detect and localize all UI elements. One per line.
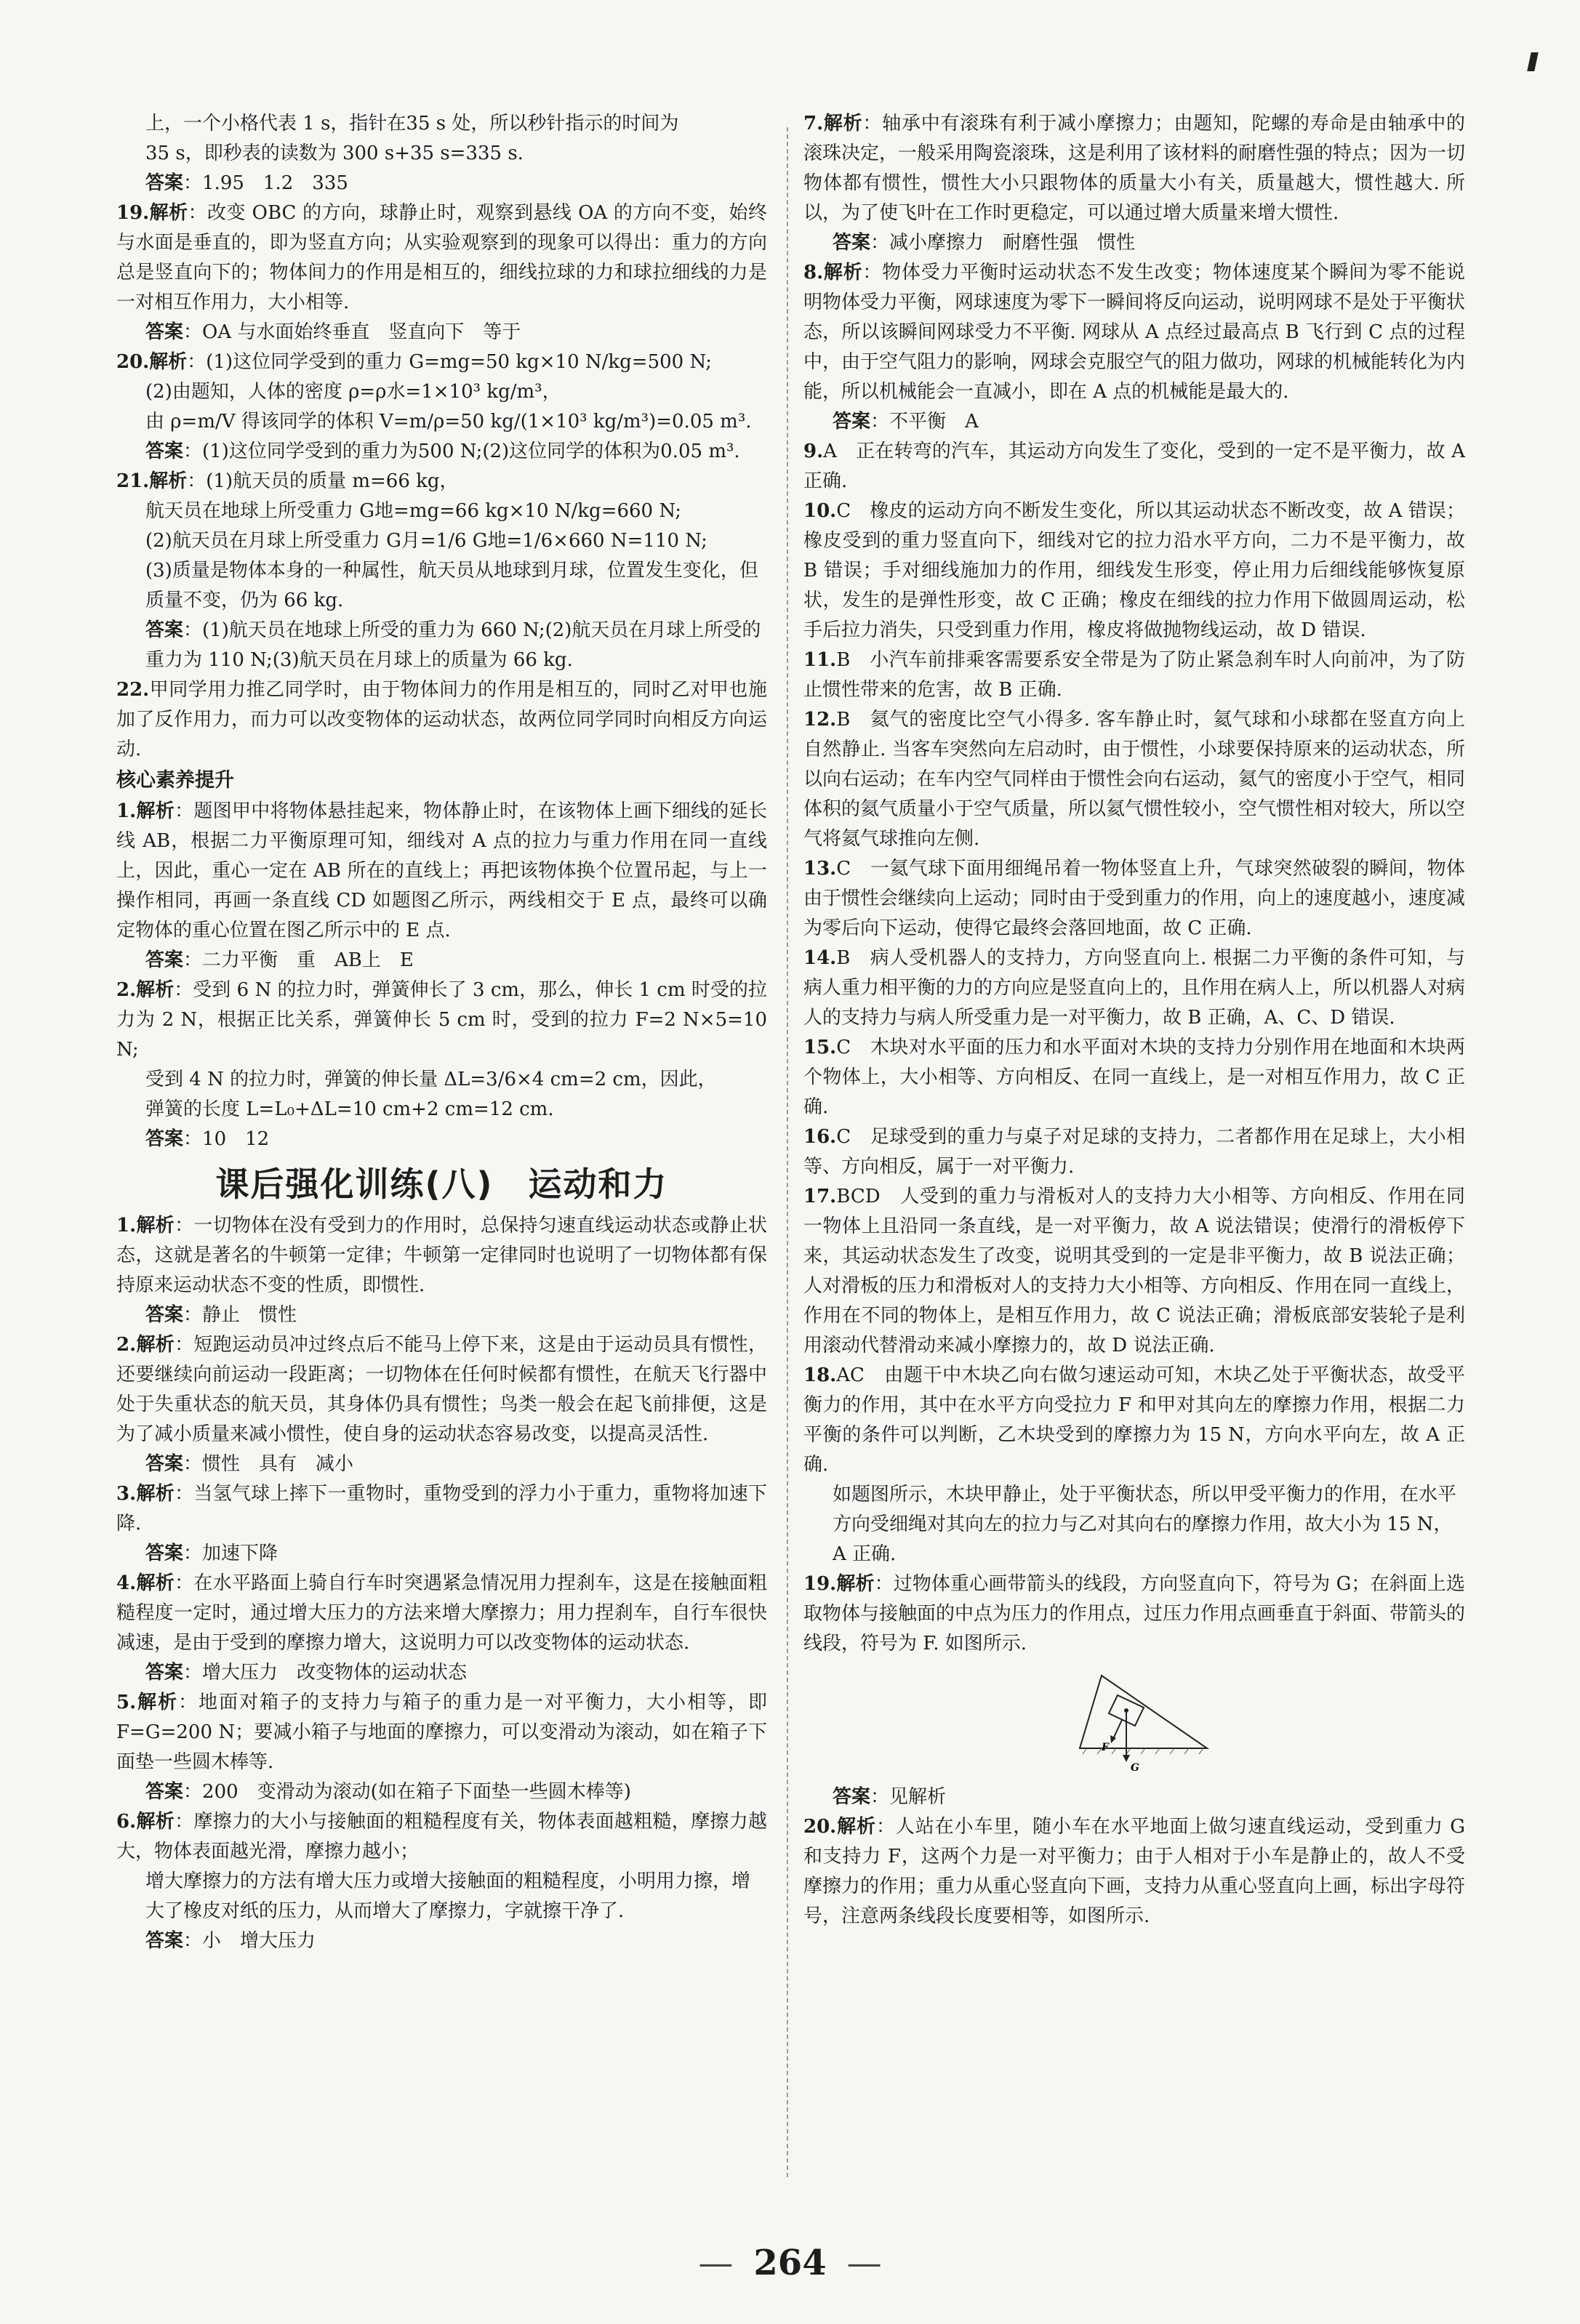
chapter-title: 课后强化训练(八) 运动和力: [215, 1165, 668, 1204]
answer-line: 答案：增大压力 改变物体的运动状态: [145, 1662, 468, 1684]
solution-line: 弹簧的长度 L=L₀+ΔL=10 cm+2 cm=12 cm.: [145, 1098, 554, 1120]
choice-12: 12.B 氦气的密度比空气小得多. 客车静止时，氦气球和小球都在竖直方向上自然静止. 当客车突然向左启动时，由于惯性，小球要保持原来的运动状态，所以向右运动；在车内空气同样由于惯性会向右运动，氦气的密度小于空气，相同体积的氦气质量小于空气质量，所以氦气惯性较小，空气惯性相对较大，所以空气将氦气球推向左侧.: [803, 709, 1466, 850]
choice-17: 17.BCD 人受到的重力与滑板对人的支持力大小相等、方向相反、作用在同一物体上且沿同一条直线，是一对平衡力，故 A 说法错误；使滑行的滑板停下来，其运动状态发生了改变，说明其受到的一定是非平衡力，故 B 说法正确；人对滑板的压力和滑板对人的支持力大小相等、方向相反、作用在同一直线上，作用在不同的物体上，是相互作用力，故 C 说法正确；滑板底部安装轮子是利用滚动代替滑动来减小摩擦力的，故 D 说法正确.: [803, 1186, 1466, 1356]
solution-line: 如题图所示，木块甲静止，处于平衡状态，所以甲受平衡力的作用，在水平方向受细绳对其向左的拉力与乙对其向右的摩擦力作用，故大小为 15 N，A 正确.: [833, 1484, 1457, 1565]
training-solution-6: 6.解析：摩擦力的大小与接触面的粗糙程度有关，物体表面越粗糙，摩擦力越大，物体表面越光滑，摩擦力越小；: [116, 1811, 767, 1862]
solution-line: (2)航天员在月球上所受重力 G月=1/6 G地=1/6×660 N=110 N;: [145, 530, 707, 552]
core-solution-2: 2.解析：受到 6 N 的拉力时，弹簧伸长了 3 cm，那么，伸长 1 cm 时受的拉力为 2 N，根据正比关系，弹簧伸长 5 cm 时，受到的拉力 F=2 N×5=10 N;: [116, 979, 767, 1061]
answer-line: 答案：1.95 1.2 335: [145, 172, 348, 194]
answer-line: 答案：(1)这位同学受到的重力为500 N;(2)这位同学的体积为0.05 m³.: [145, 441, 740, 462]
training-solution-1: 1.解析：一切物体在没有受到力的作用时，总保持匀速直线运动状态或静止状态，这就是著名的牛顿第一定律；牛顿第一定律同时也说明了一切物体都有保持原来运动状态不变的性质，即惯性.: [116, 1215, 767, 1296]
answer-line: 答案：减小摩擦力 耐磨性强 惯性: [833, 232, 1136, 254]
solution-19: 19.解析：改变 OBC 的方向，球静止时，观察到悬线 OA 的方向不变，始终与水面是垂直的，即为竖直方向；从实验观察到的现象可以得出：重力的方向总是竖直向下的；物体间力的作用是相互的，细线拉球的力和球拉细线的力是一对相互作用力，大小相等.: [116, 202, 767, 313]
answer-line: 答案：小 增大压力: [145, 1930, 316, 1952]
choice-14: 14.B 病人受机器人的支持力，方向竖直向上. 根据二力平衡的条件可知，与病人重力相平衡的力的方向应是竖直向上的，且作用在病人上，所以机器人对病人的支持力与病人所受重力是一对平衡力，故 B 正确，A、C、D 错误.: [803, 947, 1466, 1029]
answer-line: 答案：OA 与水面始终垂直 竖直向下 等于: [145, 321, 521, 343]
section-heading: 核心素养提升: [116, 769, 234, 792]
solution-line: (3)质量是物体本身的一种属性，航天员从地球到月球，位置发生变化，但质量不变，仍为 66 kg.: [145, 560, 758, 611]
solution-line: 受到 4 N 的拉力时，弹簧的伸长量 ΔL=3/6×4 cm=2 cm，因此，: [145, 1069, 717, 1090]
choice-16: 16.C 足球受到的重力与桌子对足球的支持力，二者都作用在足球上，大小相等、方向相反，属于一对平衡力.: [803, 1126, 1465, 1178]
answer-line: 答案：200 变滑动为滚动(如在箱子下面垫一些圆木棒等): [145, 1781, 631, 1803]
solution-22: 22.甲同学用力推乙同学时，由于物体间力的作用是相互的，同时乙对甲也施加了反作用力，而力可以改变物体的运动状态，故两位同学同时向相反方向运动.: [116, 679, 767, 760]
left-column: [116, 109, 767, 1956]
answer-line: 答案：(1)航天员在地球上所受的重力为 660 N;(2)航天员在月球上所受的重力为 110 N;(3)航天员在月球上的质量为 66 kg.: [145, 619, 761, 671]
training-solution-5: 5.解析：地面对箱子的支持力与箱子的重力是一对平衡力，大小相等，即 F=G=200 N；要减小箱子与地面的摩擦力，可以变滑动为滚动，如在箱子下面垫一些圆木棒等.: [116, 1692, 767, 1773]
continued-line: 35 s，即秒表的读数为 300 s+35 s=335 s.: [145, 142, 524, 164]
core-solution-1: 1.解析：题图甲中将物体悬挂起来，物体静止时，在该物体上画下细线的延长线 AB，根据二力平衡原理可知，细线对 A 点的拉力与重力作用在同一直线上，因此，重心一定在 AB 所在的直线上；再把该物体换个位置吊起，与上一操作相同，再画一条直线 CD 如题图乙所示，两线相交于 E 点，最终可以确定物体的重心位置在图乙所示中的 E 点.: [116, 800, 767, 941]
answer-line: 答案：10 12: [145, 1128, 270, 1150]
answer-line: 答案：惯性 具有 减小: [145, 1453, 354, 1475]
choice-15: 15.C 木块对水平面的压力和水平面对木块的支持力分别作用在地面和木块两个物体上，大小相等、方向相反、在同一直线上，是一对相互作用力，故 C 正确.: [803, 1037, 1465, 1118]
solution-20: 20.解析：(1)这位同学受到的重力 G=mg=50 kg×10 N/kg=500 N;: [116, 351, 713, 373]
answer-line: 答案：加速下降: [145, 1543, 278, 1564]
incline-force-diagram: [1072, 1665, 1218, 1774]
answer-line: 答案：静止 惯性: [145, 1304, 297, 1326]
solution-line: 增大摩擦力的方法有增大压力或增大接触面的粗糙程度，小明用力擦，增大了橡皮对纸的压力，从而增大了摩擦力，字就擦干净了.: [145, 1870, 751, 1922]
solution-8: 8.解析：物体受力平衡时运动状态不发生改变；物体速度某个瞬间为零不能说明物体受力平衡，网球速度为零下一瞬间将反向运动，说明网球不是处于平衡状态，所以该瞬间网球受力不平衡. 网球从 A 点经过最高点 B 飞行到 C 点的过程中，由于空气阻力的影响，网球会克服空气的阻力做功，网球的机械能转化为内能，所以机械能会一直减小，即在 A 点的机械能是最大的.: [803, 262, 1466, 403]
solution-line: 由 ρ=m/V 得该同学的体积 V=m/ρ=50 kg/(1×10³ kg/m³)=0.05 m³.: [145, 411, 752, 433]
solution-line: (2)由题知，人体的密度 ρ=ρ水=1×10³ kg/m³，: [145, 381, 561, 403]
page-number: — 264 —: [698, 2243, 882, 2283]
corner-mark: [1527, 52, 1539, 71]
solution-21: 21.解析：(1)航天员的质量 m=66 kg，: [116, 470, 459, 492]
training-solution-2: 2.解析：短跑运动员冲过终点后不能马上停下来，这是由于运动员具有惯性，还要继续向前运动一段距离；一切物体在任何时候都有惯性，在航天飞行器中处于失重状态的航天员，其身体仍具有惯性；鸟类一般会在起飞前排便，这是为了减小质量来减小惯性，使自身的运动状态容易改变，以提高灵活性.: [116, 1334, 767, 1445]
training-solution-4: 4.解析：在水平路面上骑自行车时突遇紧急情况用力捏刹车，这是在接触面粗糙程度一定时，通过增大压力的方法来增大摩擦力；用力捏刹车，自行车很快减速，是由于受到的摩擦力增大，这说明力可以改变物体的运动状态.: [116, 1572, 767, 1654]
solution-19-right: 19.解析：过物体重心画带箭头的线段，方向竖直向下，符号为 G；在斜面上选取物体与接触面的中点为压力的作用点，过压力作用点画垂直于斜面、带箭头的线段，符号为 F. 如图所示.: [803, 1573, 1466, 1654]
answer-line: 答案：见解析: [833, 1786, 947, 1808]
choice-10: 10.C 橡皮的运动方向不断发生变化，所以其运动状态不断改变，故 A 错误；橡皮受到的重力竖直向下，细线对它的拉力沿水平方向，二力不是平衡力，故 B 错误；手对细线施加力的作用，细线发生形变，停止用力后细线能够恢复原状，发生的是弹性形变，故 C 正确；橡皮在细线的拉力作用下做圆周运动，松手后拉力消失，只受到重力作用，橡皮将做抛物线运动，故 D 错误.: [803, 500, 1465, 641]
force-label-g: G: [1131, 1762, 1139, 1774]
solution-20-right: 20.解析：人站在小车里，随小车在水平地面上做匀速直线运动，受到重力 G 和支持力 F，这两个力是一对平衡力；由于人相对于小车是静止的，故人不受摩擦力的作用；重力从重心竖直向下画，支持力从重心竖直向上画，标出字母符号，注意两条线段长度要相等，如图所示.: [803, 1816, 1466, 1927]
training-solution-3: 3.解析：当氢气球上摔下一重物时，重物受到的浮力小于重力，重物将加速下降.: [116, 1483, 767, 1535]
solution-7: 7.解析：轴承中有滚珠有利于减小摩擦力；由题知，陀螺的寿命是由轴承中的滚珠决定，一般采用陶瓷滚珠，这是利用了该材料的耐磨性强的特点；因为一切物体都有惯性，惯性大小只跟物体的质量大小有关，质量越大，惯性越大. 所以，为了使飞叶在工作时更稳定，可以通过增大质量来增大惯性.: [803, 113, 1466, 224]
force-label-f: F: [1102, 1742, 1109, 1753]
column-divider: [787, 127, 788, 2177]
choice-13: 13.C 一氦气球下面用细绳吊着一物体竖直上升，气球突然破裂的瞬间，物体由于惯性会继续向上运动；同时由于受到重力的作用，向上的速度越小，速度减为零后向下运动，使得它最终会落回地面，故 C 正确.: [803, 858, 1466, 939]
continued-line: 上，一个小格代表 1 s，指针在35 s 处，所以秒针指示的时间为: [145, 113, 679, 134]
choice-11: 11.B 小汽车前排乘客需要系安全带是为了防止紧急刹车时人向前冲，为了防止惯性带来的危害，故 B 正确.: [803, 649, 1465, 701]
answer-line: 答案：二力平衡 重 AB上 E: [145, 949, 414, 971]
answer-line: 答案：不平衡 A: [833, 411, 979, 433]
choice-9: 9.A 正在转弯的汽车，其运动方向发生了变化，受到的一定不是平衡力，故 A 正确.: [803, 441, 1465, 492]
choice-18: 18.AC 由题干中木块乙向右做匀速运动可知，木块乙处于平衡状态，故受平衡力的作用，其中在水平方向受拉力 F 和甲对其向左的摩擦力作用，根据二力平衡的条件可以判断，乙木块受到的摩擦力为 15 N，方向水平向左，故 A 正确.: [803, 1364, 1465, 1476]
solution-line: 航天员在地球上所受重力 G地=mg=66 kg×10 N/kg=660 N;: [145, 500, 681, 522]
right-column: [803, 109, 1465, 1931]
